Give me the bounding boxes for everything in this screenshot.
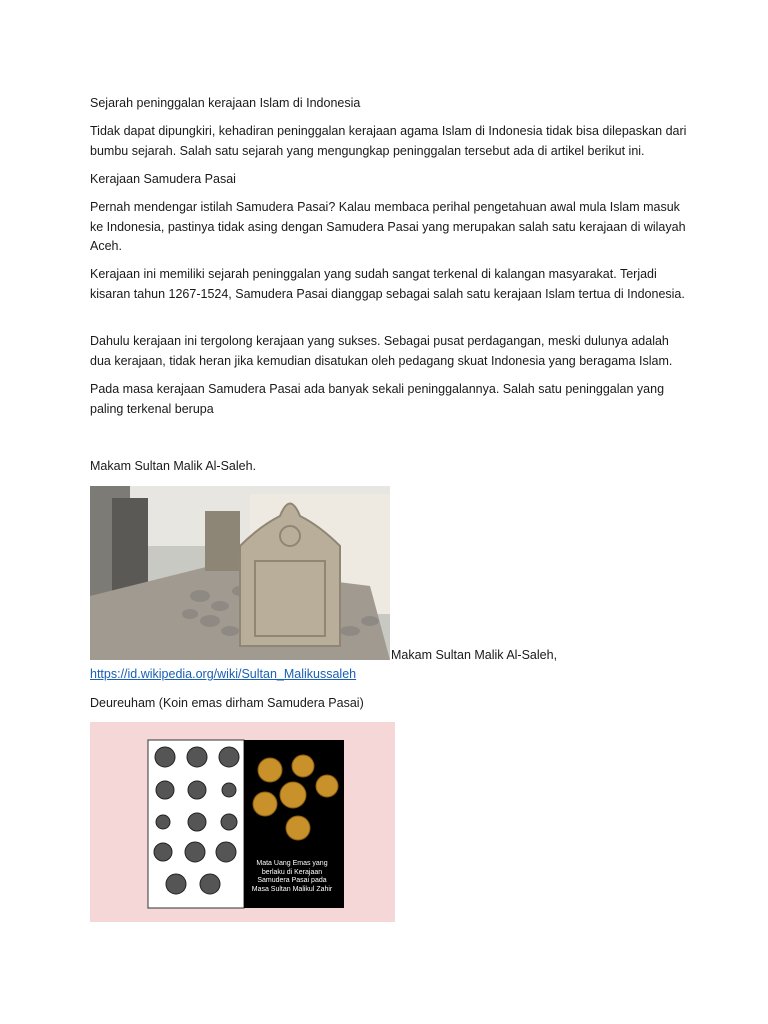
coin-heading: Deureuham (Koin emas dirham Samudera Pasai)	[90, 696, 364, 710]
tomb-heading: Makam Sultan Malik Al-Saleh.	[90, 459, 257, 473]
document-title: Sejarah peninggalan kerajaan Islam di Indonesia	[90, 96, 361, 110]
section-heading: Kerajaan Samudera Pasai	[90, 172, 236, 186]
paragraph-trade: Dahulu kerajaan ini tergolong kerajaan yang sukses. Sebagai pusat perdagangan, meski dulunya adalah dua kerajaan, tidak heran jika kemudian disatukan oleh pedagang skuat Indonesia yang beragama Islam.	[90, 334, 673, 368]
intro-paragraph: Tidak dapat dipungkiri, kehadiran peninggalan kerajaan agama Islam di Indonesia tidak bisa dilepaskan dari bumbu sejarah. Salah satu sejarah yang mengungkap peninggalan tersebut ada di artikel berikut ini.	[90, 124, 687, 158]
wikipedia-link[interactable]: https://id.wikipedia.org/wiki/Sultan_Malikussaleh	[90, 667, 357, 681]
coins-photo-caption: Mata Uang Emas yang berlaku di Kerajaan Samudera Pasai pada Masa Sultan Malikul Zahir	[251, 860, 333, 893]
paragraph-heritage: Pada masa kerajaan Samudera Pasai ada banyak sekali peninggalannya. Salah satu peninggalan yang paling terkenal berupa	[90, 382, 665, 416]
paragraph-samudera-pasai: Pernah mendengar istilah Samudera Pasai? Kalau membaca perihal pengetahuan awal mula Islam masuk ke Indonesia, pastinya tidak asing dengan Samudera Pasai yang merupakan salah satu kerajaan di wilayah Aceh.	[90, 200, 686, 253]
tomb-photo	[90, 486, 390, 660]
coins-photo	[90, 722, 395, 922]
tomb-photo-caption: Makam Sultan Malik Al-Saleh,	[391, 648, 558, 662]
paragraph-history: Kerajaan ini memiliki sejarah peninggalan yang sudah sangat terkenal di kalangan masyarakat. Terjadi kisaran tahun 1267-1524, Samudera Pasai dianggap sebagai salah satu kerajaan Islam tertua di Indonesia.	[90, 267, 685, 301]
